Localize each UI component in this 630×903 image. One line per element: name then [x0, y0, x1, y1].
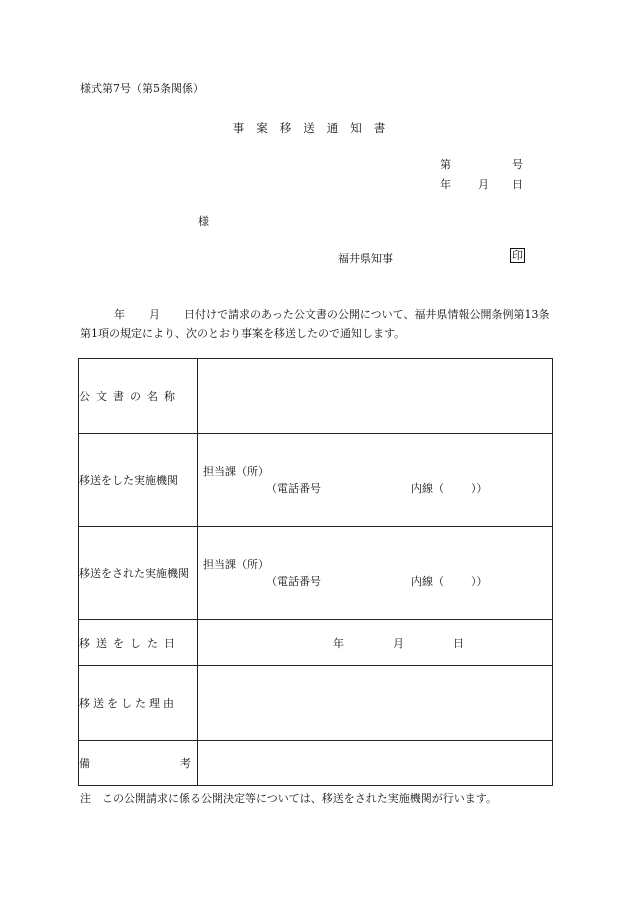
ext-open-label: 内線（: [411, 482, 444, 495]
doc-name-value: [198, 359, 553, 434]
form-number-label: 様式第7号（第5条関係）: [80, 82, 204, 95]
dept-label: 担当課（所）: [203, 558, 269, 571]
seal-mark: 印: [512, 249, 523, 262]
to-agency-label: 移送をされた実施機関: [79, 527, 198, 620]
ext-close-label: ））: [471, 482, 488, 495]
header-year: 年: [440, 178, 451, 191]
table-row: [79, 434, 553, 527]
transfer-details-table: [78, 358, 553, 786]
date-year: 年: [333, 636, 344, 650]
remarks-value: [198, 741, 553, 786]
body-year: 年: [114, 308, 125, 321]
header-month: 月: [478, 178, 489, 191]
header-day: 日: [512, 178, 523, 191]
ext-close-label: ））: [471, 575, 488, 588]
reason-label: 移送をした理由: [79, 666, 198, 741]
addressee-suffix: 様: [198, 215, 209, 228]
to-agency-value: [198, 527, 553, 620]
table-row: [79, 666, 553, 741]
footnote: 注 この公開請求に係る公開決定等については、移送をされた実施機関が行います。: [80, 792, 497, 805]
date-label: 移送をした日: [79, 620, 198, 666]
from-agency-value: [198, 434, 553, 527]
body-text: 日付けで請求のあった公文書の公開について、福井県情報公開条例第13条第1項の規定により、次のとおり事案を移送したので通知します。: [80, 308, 550, 340]
table-row: [79, 527, 553, 620]
from-agency-label: 移送をした実施機関: [79, 434, 198, 527]
number-prefix: 第: [440, 158, 451, 171]
sender-name: 福井県知事: [338, 252, 393, 265]
table-row: [79, 741, 553, 786]
remarks-label: [79, 741, 198, 786]
table-row: [79, 620, 553, 666]
ext-open-label: 内線（: [411, 575, 444, 588]
date-value: [198, 620, 553, 666]
date-day: 日: [453, 636, 464, 650]
body-paragraph: [80, 305, 555, 343]
body-month: 月: [149, 308, 160, 321]
table-row: [79, 359, 553, 434]
tel-label: （電話番号: [266, 575, 321, 588]
remarks-label-right: 考: [180, 757, 191, 770]
dept-label: 担当課（所）: [203, 465, 269, 478]
number-suffix: 号: [512, 158, 523, 171]
date-month: 月: [393, 636, 404, 650]
remarks-label-left: 備: [79, 757, 90, 770]
tel-label: （電話番号: [266, 482, 321, 495]
doc-name-label: 公文書の名称: [79, 359, 198, 434]
document-title: 事案移送通知書: [232, 121, 398, 135]
reason-value: [198, 666, 553, 741]
